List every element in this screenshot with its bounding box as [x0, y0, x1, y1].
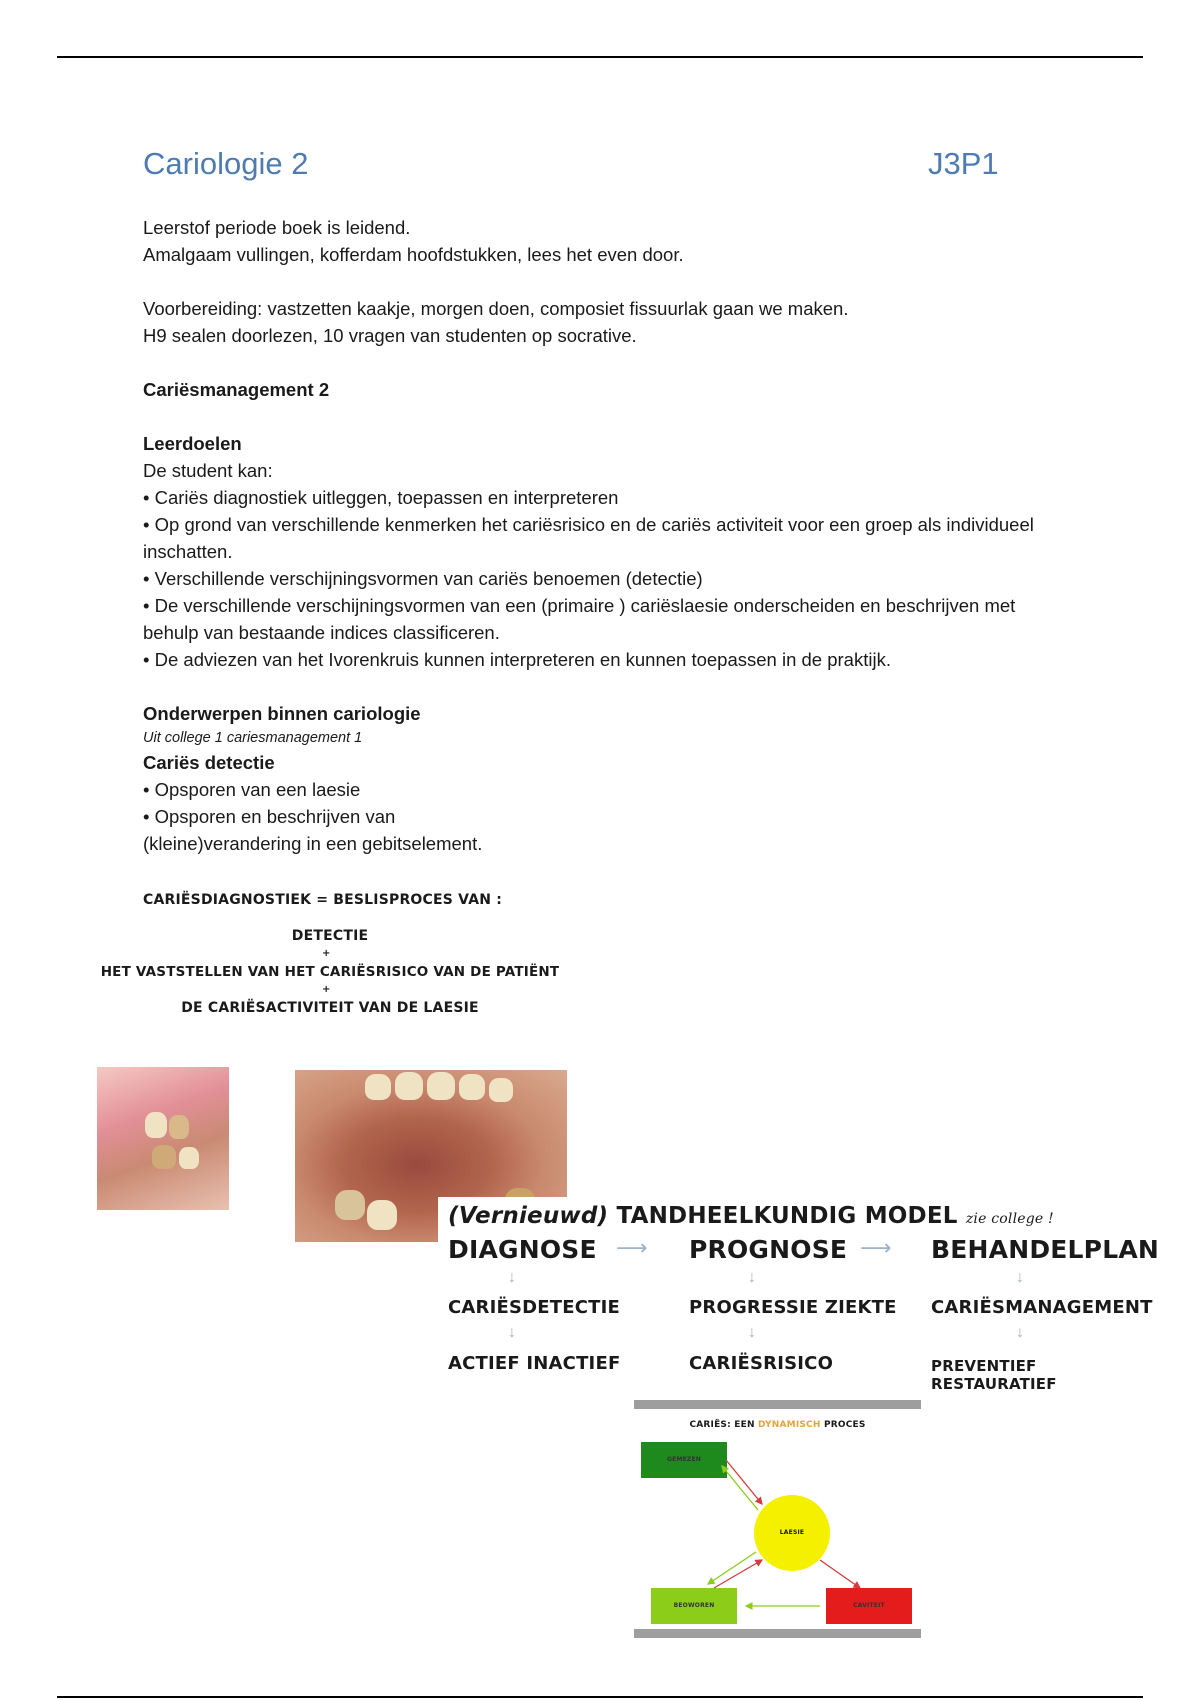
- cavity-box: CAVITEIT: [826, 1588, 912, 1624]
- arrow-down-icon: ↓: [1016, 1269, 1024, 1286]
- course-code: J3P1: [928, 146, 999, 181]
- treatment-plan-label: BEHANDELPLAN: [931, 1235, 1160, 1264]
- arrow-icon: [726, 1460, 762, 1504]
- arrow-down-icon: ↓: [748, 1269, 756, 1286]
- page-title: Cariologie 2: [143, 146, 309, 181]
- plus-sign: +: [322, 948, 331, 959]
- arrow-down-icon: ↓: [748, 1324, 756, 1341]
- intro-line: Voorbereiding: vastzetten kaakje, morgen doen, composiet fissuurlak gaan we maken.: [143, 298, 849, 319]
- arrow-down-icon: ↓: [508, 1324, 516, 1341]
- model-title: [448, 1203, 1054, 1229]
- diagnosis-label: DIAGNOSE: [448, 1235, 597, 1264]
- caries-management-label: CARIËSMANAGEMENT: [931, 1297, 1153, 1318]
- plus-sign: +: [322, 984, 331, 995]
- header-rule: [57, 56, 1143, 58]
- arrow-right-icon: ⟶: [860, 1235, 892, 1260]
- cycle-arrows: [634, 1400, 921, 1638]
- diagnostics-risk: HET VASTSTELLEN VAN HET CARIËSRISICO VAN DE PATIËNT: [100, 964, 560, 980]
- divider: [634, 1629, 921, 1638]
- arrow-icon: [722, 1466, 758, 1510]
- list-item: • Cariës diagnostiek uitleggen, toepassen en interpreteren: [143, 484, 1043, 511]
- topics-heading: Onderwerpen binnen cariologie: [143, 703, 421, 724]
- intro-line: Leerstof periode boek is leidend.: [143, 217, 411, 238]
- learning-heading: Leerdoelen: [143, 433, 242, 454]
- caries-detection-label: CARIËSDETECTIE: [448, 1297, 621, 1318]
- caries-cycle-diagram: [634, 1400, 921, 1638]
- list-item: • De verschillende verschijningsvormen van een (primaire ) cariëslaesie onderscheiden en beschrijven met behulp van bestaande indices classificeren.: [143, 592, 1043, 646]
- diagnostics-detection: DETECTIE: [291, 928, 369, 944]
- topics-subheading: Cariës detectie: [143, 752, 275, 773]
- arrow-right-icon: ⟶: [616, 1235, 648, 1260]
- arrow-down-icon: ↓: [1016, 1324, 1024, 1341]
- section-heading: Cariësmanagement 2: [143, 379, 330, 400]
- activity-label: ACTIEF INACTIEF: [448, 1353, 621, 1374]
- prognosis-label: PROGNOSE: [689, 1235, 848, 1264]
- caries-risk-label: CARIËSRISICO: [689, 1353, 834, 1374]
- diagnostics-title: CARIËSDIAGNOSTIEK = BESLISPROCES VAN :: [143, 892, 503, 908]
- intro-line: H9 sealen doorlezen, 10 vragen van studenten op socrative.: [143, 325, 637, 346]
- healed-box: GEMEZEN: [641, 1442, 727, 1478]
- intro-line: Amalgaam vullingen, kofferdam hoofdstukken, lees het even door.: [143, 244, 684, 265]
- diagnostics-activity: DE CARIËSACTIVITEIT VAN DE LAESIE: [181, 1000, 479, 1016]
- model-title-italic: (Vernieuwd): [448, 1203, 609, 1229]
- arrow-down-icon: ↓: [508, 1269, 516, 1286]
- list-item: • Opsporen en beschrijven van: [143, 803, 1043, 830]
- model-title-main: TANDHEELKUNDIG MODEL: [616, 1203, 958, 1229]
- document-body: [143, 214, 1043, 857]
- halted-box: BEOWOREN: [651, 1588, 737, 1624]
- disease-progression-label: PROGRESSIE ZIEKTE: [689, 1297, 897, 1318]
- list-item: • Op grond van verschillende kenmerken het cariësrisico en de cariës activiteit voor een groep als individueel inschatten.: [143, 511, 1043, 565]
- model-title-note: zie college !: [965, 1211, 1054, 1227]
- cycle-caption-a: CARIËS: EEN: [689, 1420, 755, 1430]
- list-item: • De adviezen van het Ivorenkruis kunnen interpreteren en kunnen toepassen in de praktijk.: [143, 646, 1043, 673]
- cycle-caption-b: DYNAMISCH: [758, 1420, 821, 1430]
- list-item: • Opsporen van een laesie: [143, 776, 1043, 803]
- lesion-circle: LAESIE: [754, 1495, 830, 1571]
- learning-intro: De student kan:: [143, 460, 273, 481]
- list-item: • Verschillende verschijningsvormen van cariës benoemen (detectie): [143, 565, 1043, 592]
- cycle-caption-c: PROCES: [823, 1420, 866, 1430]
- topics-note: Uit college 1 cariesmanagement 1: [143, 730, 363, 746]
- list-continuation: (kleine)verandering in een gebitselement.: [143, 833, 483, 854]
- mouth-photo-side: [97, 1067, 229, 1210]
- arrow-icon: [820, 1560, 860, 1588]
- footer-rule: [57, 1696, 1143, 1698]
- treatment-type-label: PREVENTIEF RESTAURATIEF: [931, 1357, 1057, 1393]
